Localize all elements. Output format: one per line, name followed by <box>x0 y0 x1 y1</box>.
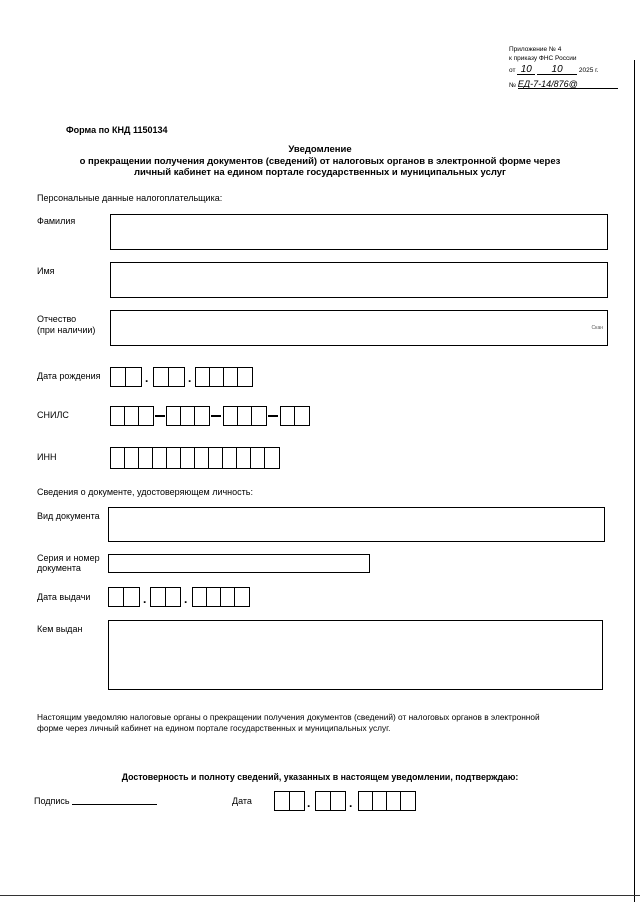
sign-month-cells[interactable] <box>315 791 346 811</box>
issue-date-label: Дата выдачи <box>37 592 91 602</box>
scan-edge-right <box>634 60 635 902</box>
statement-line2: форме через личный кабинет на едином портале государственных и муниципальных услуг. <box>37 723 391 733</box>
issue-month-cells[interactable] <box>150 587 181 607</box>
scan-edge-bottom <box>0 895 640 896</box>
form-code: Форма по КНД 1150134 <box>66 125 168 135</box>
identity-heading: Сведения о документе, удостоверяющем личность: <box>37 487 253 497</box>
series-label-1: Серия и номер <box>37 553 100 563</box>
issue-date-dot-1: . <box>143 592 147 606</box>
inn-cells[interactable] <box>110 447 280 469</box>
snils-label: СНИЛС <box>37 410 69 420</box>
title-line2: о прекращении получения документов (сведений) от налоговых органов в электронной форме через <box>79 155 561 167</box>
patronymic-label-1: Отчество <box>37 314 77 324</box>
form-title <box>0 144 640 179</box>
signature-line[interactable] <box>72 804 157 805</box>
name-field[interactable] <box>110 262 608 298</box>
issue-year-cells[interactable] <box>192 587 250 607</box>
signature-label: Подпись <box>34 796 70 806</box>
series-number-field[interactable] <box>108 554 370 573</box>
title-line3: личный кабинет на едином портале государственных и муниципальных услуг <box>133 167 507 178</box>
inn-label: ИНН <box>37 452 57 462</box>
patronymic-label-2: (при наличии) <box>37 325 96 335</box>
annex-line2: к приказу ФНС России <box>509 55 577 62</box>
annex-date-day: 10 <box>517 66 535 75</box>
birth-day-cells[interactable] <box>110 367 142 387</box>
statement <box>37 712 607 734</box>
snils-dash-2 <box>211 415 221 417</box>
annex-number-value: ЕД-7-14/876@ <box>518 80 618 89</box>
annex-date-year: 2025 г. <box>578 67 599 74</box>
surname-field[interactable] <box>110 214 608 250</box>
issue-day-cells[interactable] <box>108 587 140 607</box>
snils-group-4[interactable] <box>280 406 310 426</box>
title-line1: Уведомление <box>288 144 352 155</box>
doc-type-field[interactable] <box>108 507 605 542</box>
statement-line1: Настоящим уведомляю налоговые органы о прекращении получения документов (сведений) от налоговых органов в электронной <box>37 712 540 722</box>
surname-label: Фамилия <box>37 216 76 226</box>
issued-by-label: Кем выдан <box>37 624 83 634</box>
personal-heading: Персональные данные налогоплательщика: <box>37 193 223 203</box>
issued-by-field[interactable] <box>108 620 603 690</box>
snils-group-2[interactable] <box>166 406 210 426</box>
birth-date-dot-2: . <box>188 371 192 385</box>
birth-month-cells[interactable] <box>153 367 185 387</box>
annex-number-prefix: № <box>509 82 516 89</box>
sign-year-cells[interactable] <box>358 791 416 811</box>
annex-date-row <box>509 66 619 75</box>
date-label: Дата <box>232 796 252 806</box>
confirmation-text: Достоверность и полноту сведений, указанных в настоящем уведомлении, подтверждаю: <box>121 772 519 782</box>
series-label-2: документа <box>37 563 81 573</box>
sign-day-cells[interactable] <box>274 791 305 811</box>
snils-group-3[interactable] <box>223 406 267 426</box>
scan-mark: Скан <box>591 325 603 331</box>
name-label: Имя <box>37 266 55 276</box>
birth-year-cells[interactable] <box>195 367 253 387</box>
annex-number-row <box>509 80 621 90</box>
patronymic-field[interactable] <box>110 310 608 346</box>
annex-date-prefix: от <box>509 67 516 74</box>
issue-date-dot-2: . <box>184 592 188 606</box>
sign-date-dot-2: . <box>349 796 353 810</box>
snils-dash-3 <box>268 415 278 417</box>
doc-type-label: Вид документа <box>37 511 100 521</box>
snils-dash-1 <box>155 415 165 417</box>
birth-date-label: Дата рождения <box>37 371 101 381</box>
annex-date-month: 10 <box>537 66 577 75</box>
birth-date-dot-1: . <box>145 371 149 385</box>
sign-date-dot-1: . <box>307 796 311 810</box>
annex-line1: Приложение № 4 <box>509 46 562 53</box>
snils-group-1[interactable] <box>110 406 154 426</box>
